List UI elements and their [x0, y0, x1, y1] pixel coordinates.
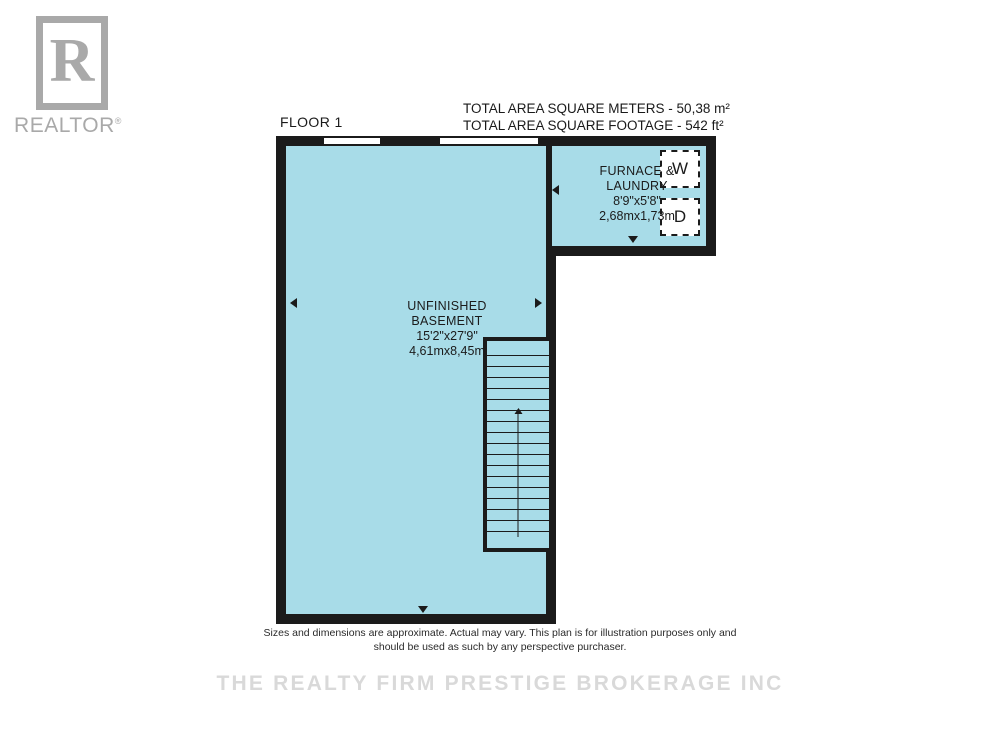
disclaimer [250, 626, 750, 654]
basement-room-dim-metric: 4,61mx8,45m [409, 344, 485, 358]
staircase [483, 337, 553, 552]
realtor-logo-letter: R [49, 27, 95, 95]
furnace-room-dim-imperial: 8'9"x5'8" [613, 194, 661, 208]
direction-marker-basement-left [290, 298, 297, 308]
wall-bottom [276, 614, 556, 624]
basement-room-name-line2: BASEMENT [411, 314, 483, 328]
registered-mark-icon: ® [114, 116, 122, 126]
window-top-center [440, 136, 538, 146]
direction-marker-basement-bottom [418, 606, 428, 613]
direction-marker-furnace-left [552, 185, 559, 195]
realtor-logo [8, 14, 128, 136]
floor-label: FLOOR 1 [280, 114, 343, 130]
basement-room-name-line1: UNFINISHED [407, 299, 487, 313]
brokerage-watermark: THE REALTY FIRM PRESTIGE BROKERAGE INC [216, 672, 784, 695]
floor-plan [276, 136, 716, 624]
room-label-furnace-laundry [572, 164, 702, 224]
wall-wing-bottom [548, 246, 716, 256]
washer-label: W [671, 159, 689, 178]
total-area-footage: TOTAL AREA SQUARE FOOTAGE - 542 ft² [463, 118, 724, 133]
stairs-up-arrow-icon [518, 409, 519, 537]
window-top-left [324, 136, 380, 146]
wall-left [276, 136, 286, 624]
furnace-room-name-line2: LAUNDRY [606, 179, 668, 193]
disclaimer-line-2: should be used as such by any perspective purchaser. [373, 641, 627, 653]
total-area-block [463, 100, 730, 134]
furnace-room-name-line1: FURNACE & [599, 164, 675, 178]
total-area-meters: TOTAL AREA SQUARE METERS - 50,38 m² [463, 101, 730, 116]
realtor-logo-mark [36, 16, 108, 110]
realtor-wordmark: REALTOR® [14, 114, 122, 137]
direction-marker-furnace-bottom [628, 236, 638, 243]
furnace-room-dim-metric: 2,68mx1,73m [599, 209, 675, 223]
basement-room-dim-imperial: 15'2"x27'9" [416, 329, 478, 343]
dryer-label: D [673, 207, 687, 226]
room-label-unfinished-basement [352, 299, 542, 359]
disclaimer-line-1: Sizes and dimensions are approximate. Actual may vary. This plan is for illustration purposes only and [263, 627, 737, 639]
wall-right-upper [706, 136, 716, 256]
